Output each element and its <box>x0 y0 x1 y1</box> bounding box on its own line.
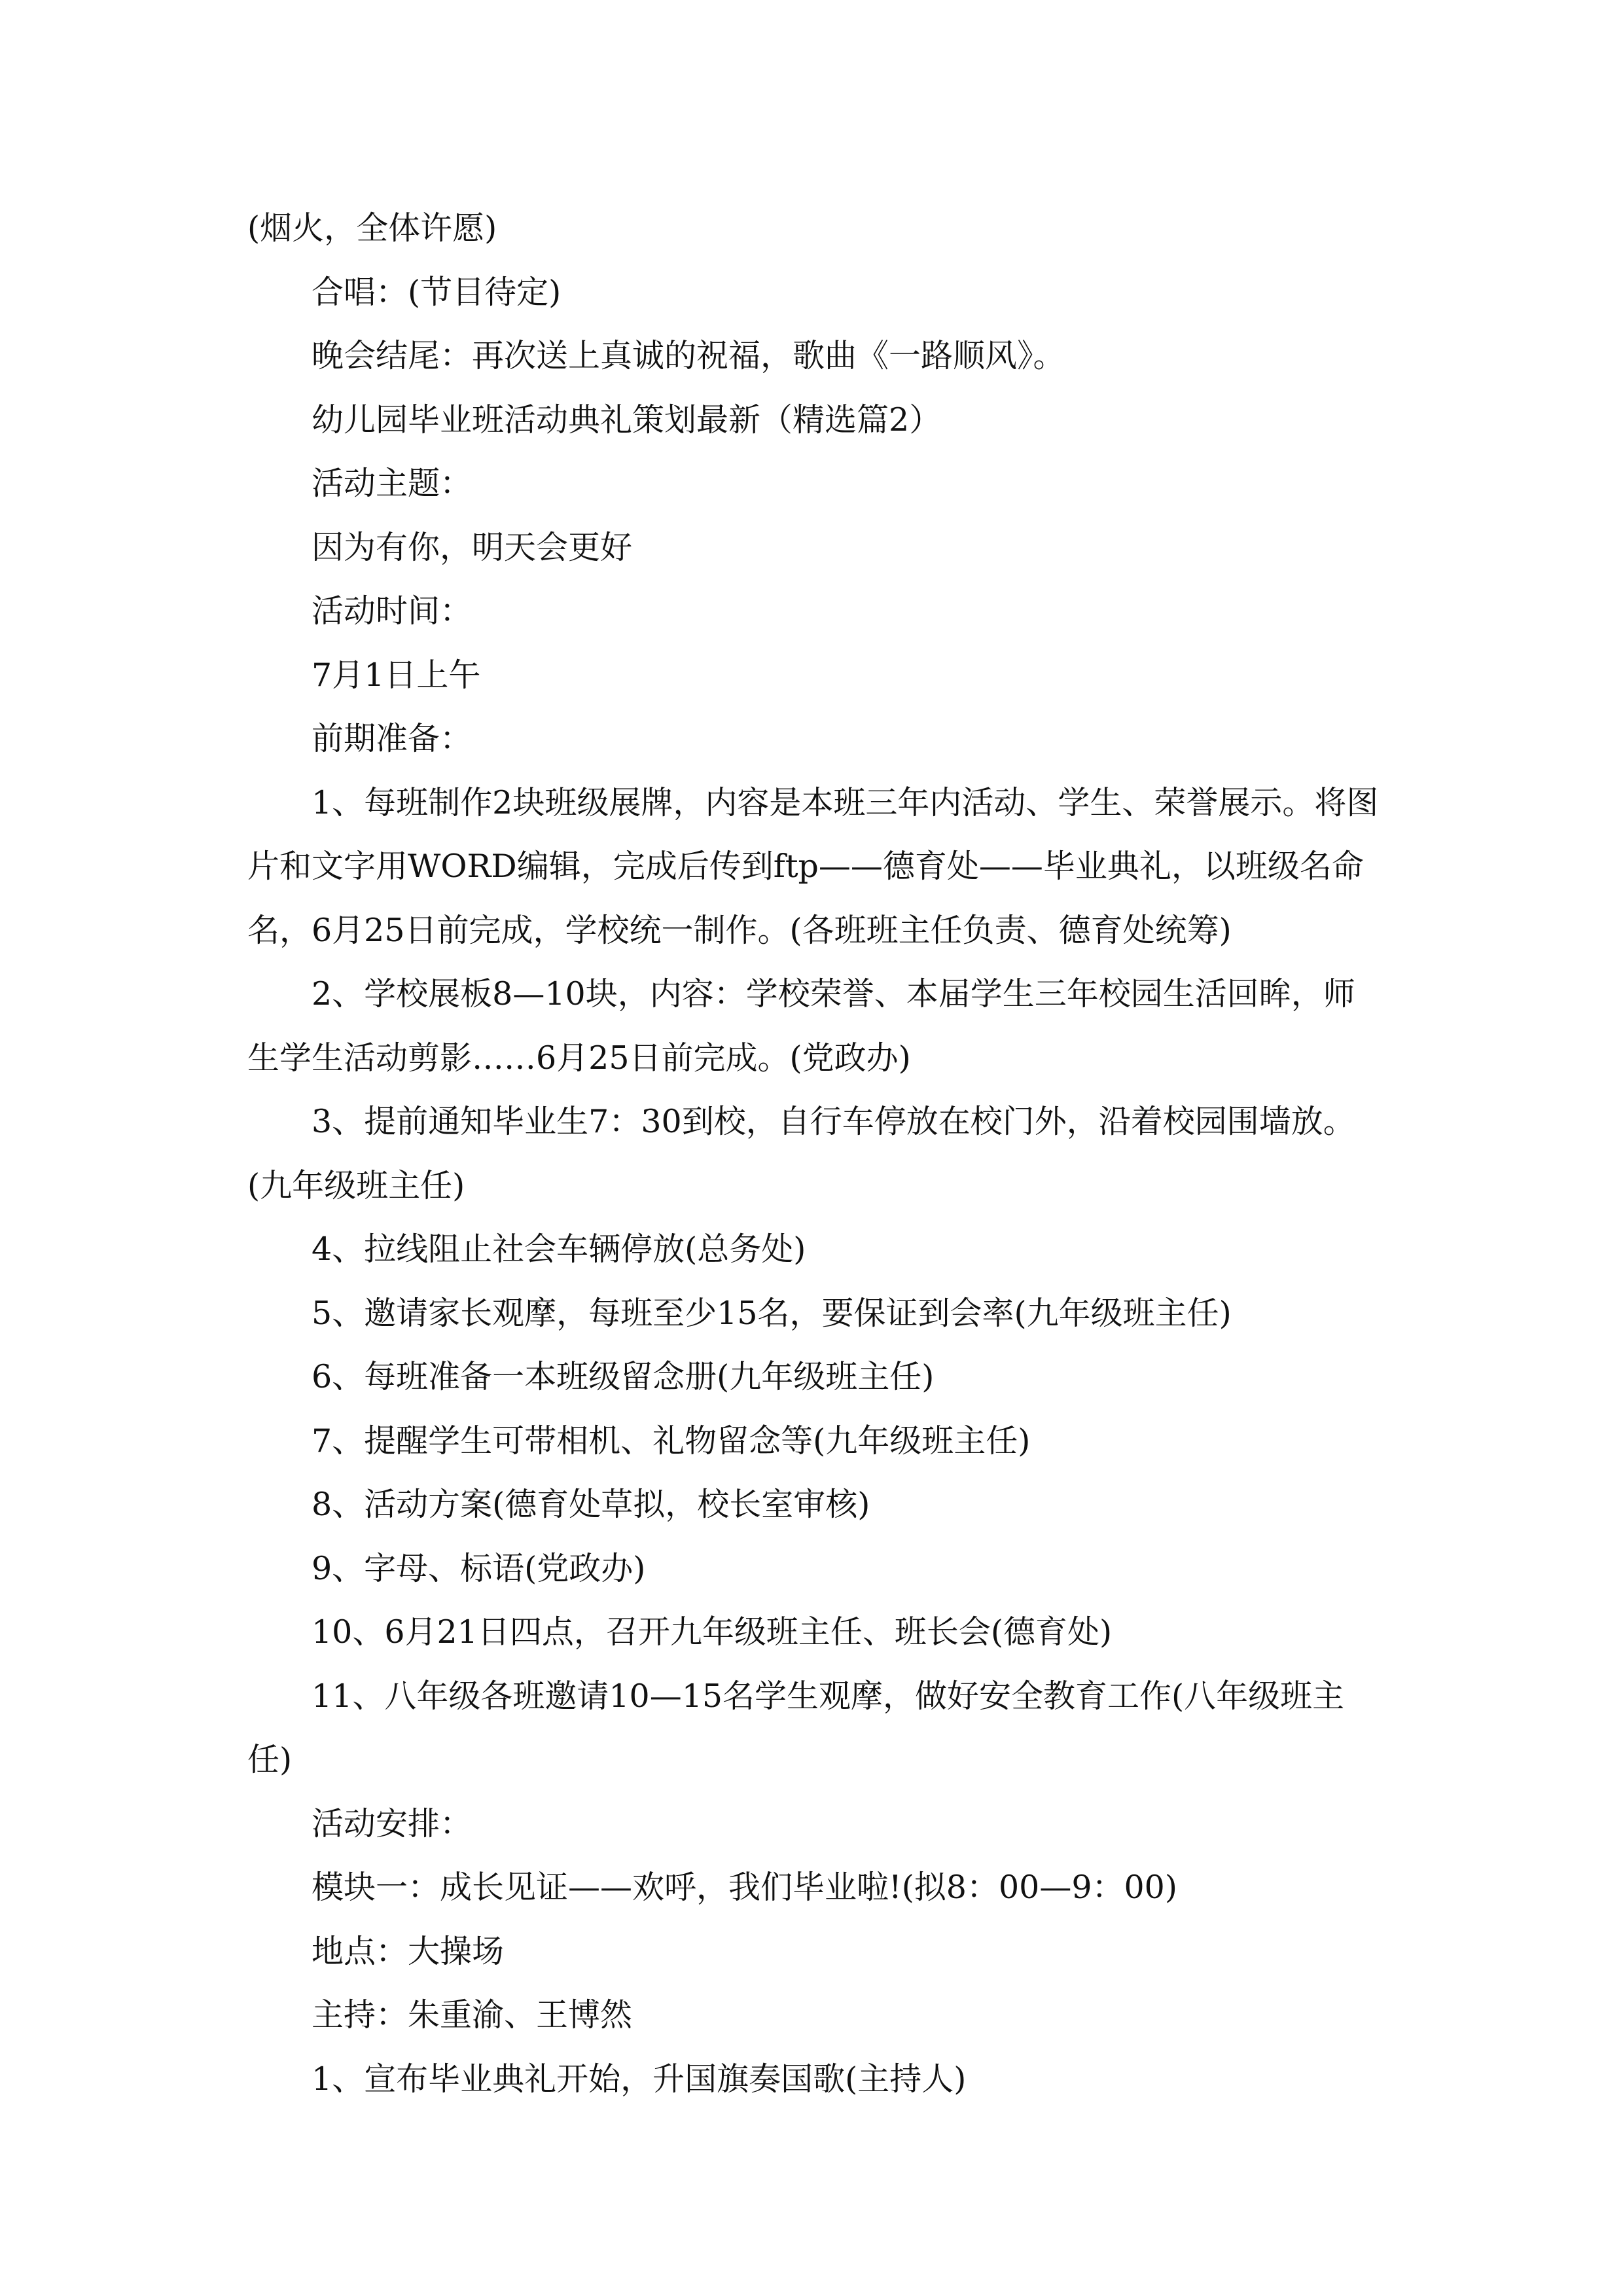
paragraph-23: 地点：大操场 <box>312 1932 505 1970</box>
list-item-3: 3、提前通知毕业生7：30到校，自行车停放在校门外，沿着校园围墙放。(九年级班主任) <box>247 1103 1355 1204</box>
paragraph-1: (烟火，全体许愿) <box>247 209 497 247</box>
list-item-8: 8、活动方案(德育处草拟，校长室审核) <box>312 1486 870 1523</box>
list-item-2: 2、学校展板8—10块，内容：学校荣誉、本届学生三年校园生活回眸，师生学生活动剪影……6月25日前完成。(党政办) <box>247 975 1355 1077</box>
paragraph-7: 活动时间： <box>312 592 473 630</box>
list-item-10: 10、6月21日四点，召开九年级班主任、班长会(德育处) <box>312 1613 1113 1651</box>
paragraph-24: 主持：朱重渝、王博然 <box>312 1996 633 2034</box>
paragraph-9: 前期准备： <box>312 720 473 757</box>
paragraph-25: 1、宣布毕业典礼开始，升国旗奏国歌(主持人) <box>312 2060 967 2098</box>
list-item-9: 9、字母、标语(党政办) <box>312 1549 646 1587</box>
paragraph-2: 合唱：(节目待定) <box>312 273 562 311</box>
list-item-5: 5、邀请家长观摩，每班至少15名，要保证到会率(九年级班主任) <box>312 1294 1232 1332</box>
paragraph-22: 模块一：成长见证——欢呼，我们毕业啦!(拟8：00—9：00) <box>312 1869 1177 1906</box>
document-body <box>247 196 1380 2111</box>
list-item-4: 4、拉线阻止社会车辆停放(总务处) <box>312 1230 806 1268</box>
list-item-6: 6、每班准备一本班级留念册(九年级班主任) <box>312 1358 935 1395</box>
paragraph-5: 活动主题： <box>312 465 473 502</box>
list-item-1: 1、每班制作2块班级展牌，内容是本班三年内活动、学生、荣誉展示。将图片和文字用WORD编辑，完成后传到ftp——德育处——毕业典礼，以班级名命名，6月25日前完成，学校统一制作。(各班班主任负责、德育处统筹) <box>247 783 1379 949</box>
paragraph-8: 7月1日上午 <box>312 656 481 694</box>
section-heading: 幼儿园毕业班活动典礼策划最新（精选篇2） <box>312 401 942 439</box>
paragraph-3: 晚会结尾：再次送上真诚的祝福，歌曲《一路顺风》。 <box>312 337 1065 374</box>
paragraph-21: 活动安排： <box>312 1804 473 1842</box>
paragraph-6: 因为有你，明天会更好 <box>312 528 633 566</box>
list-item-11: 11、八年级各班邀请10—15名学生观摩，做好安全教育工作(八年级班主任) <box>247 1677 1345 1778</box>
list-item-7: 7、提醒学生可带相机、礼物留念等(九年级班主任) <box>312 1422 1031 1460</box>
